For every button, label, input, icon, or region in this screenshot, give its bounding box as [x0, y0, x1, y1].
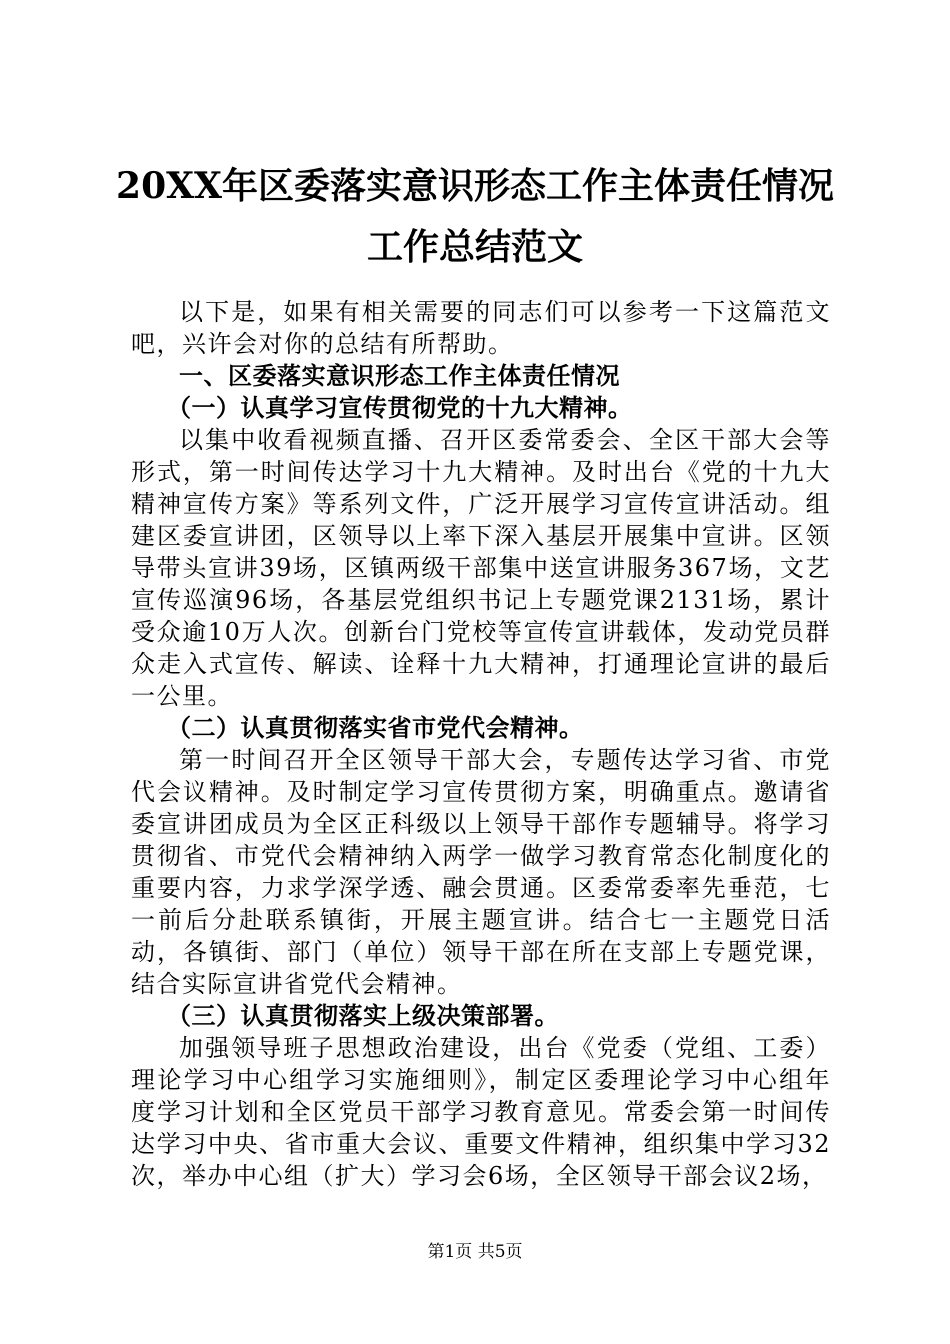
sub-heading-3: （三）认真贯彻落实上级决策部署。	[167, 1001, 559, 1030]
paragraph-1: 以集中收看视频直播、召开区委常委会、全区干部大会等形式，第一时间传达学习十九大精神。及时出台《党的十九大精神宣传方案》等系列文件，广泛开展学习宣传宣讲活动。组建区委宣讲团，区领导以上率下深入基层开展集中宣讲。区领导带头宣讲39场，区镇两级干部集中送宣讲服务367场，文艺宣传巡演96场，各基层党组织书记上专题党课2131场，累计受众逾10万人次。创新台门党校等宣传宣讲载体，发动党员群众走入式宣传、解读、诠释十九大精神，打通理论宣讲的最后一公里。	[131, 426, 831, 710]
intro-paragraph: 以下是，如果有相关需要的同志们可以参考一下这篇范文吧，兴许会对你的总结有所帮助。	[131, 298, 831, 358]
page-footer: 第1页 共5页	[427, 1242, 523, 1262]
document-title-line-2: 工作总结范文	[366, 226, 583, 268]
section-heading-1: 一、区委落实意识形态工作主体责任情况	[179, 361, 620, 390]
sub-heading-2: （二）认真贯彻落实省市党代会精神。	[167, 713, 584, 742]
sub-heading-1: （一）认真学习宣传贯彻党的十九大精神。	[167, 393, 633, 422]
document-body	[131, 296, 831, 1192]
document-title-line-1: 20XX年区委落实意识形态工作主体责任情况	[116, 165, 834, 207]
paragraph-3: 加强领导班子思想政治建设，出台《党委（党组、工委）理论学习中心组学习实施细则》，制定区委理论学习中心组年度学习计划和全区党员干部学习教育意见。常委会第一时间传达学习中央、省市重大会议、重要文件精神，组织集中学习32次，举办中心组（扩大）学习会6场，全区领导干部会议2场，	[131, 1034, 831, 1190]
paragraph-2: 第一时间召开全区领导干部大会，专题传达学习省、市党代会议精神。及时制定学习宣传贯彻方案，明确重点。邀请省委宣讲团成员为全区正科级以上领导干部作专题辅导。将学习贯彻省、市党代会精神纳入两学一做学习教育常态化制度化的重要内容，力求学深学透、融会贯通。区委常委率先垂范，七一前后分赴联系镇街，开展主题宣讲。结合七一主题党日活动，各镇街、部门（单位）领导干部在所在支部上专题党课，结合实际宣讲省党代会精神。	[131, 746, 831, 998]
